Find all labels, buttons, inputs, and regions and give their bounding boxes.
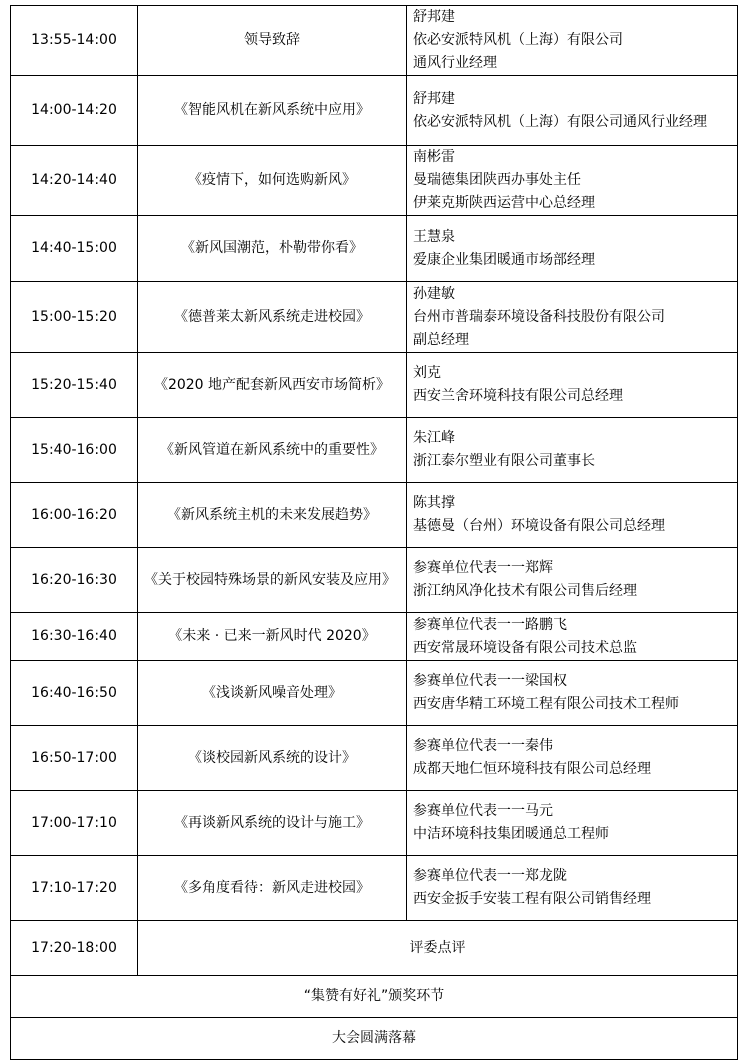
speaker-company: 爱康企业集团暖通市场部经理 [413, 251, 595, 268]
topic-cell: 《新风国潮范，朴勒带你看》 [138, 216, 407, 282]
topic-cell: 《未来 · 已来一新风时代 2020》 [138, 613, 407, 661]
speaker-title: 副总经理 [413, 331, 469, 348]
time-cell: 15:20-15:40 [11, 353, 138, 418]
speaker-cell [407, 483, 738, 548]
time-cell: 14:00-14:20 [11, 76, 138, 146]
table-row [11, 483, 738, 548]
table-row [11, 353, 738, 418]
speaker-name: 参赛单位代表一一梁国权 [413, 673, 567, 689]
time-cell: 14:40-15:00 [11, 216, 138, 282]
agenda-table [10, 5, 738, 1060]
speaker-cell [407, 76, 738, 146]
speaker-cell [407, 791, 738, 856]
time-cell: 15:40-16:00 [11, 418, 138, 483]
speaker-name: 舒邦建 [413, 9, 455, 25]
speaker-company: 基德曼（台州）环境设备有限公司总经理 [413, 518, 665, 534]
speaker-name: 参赛单位代表一一郑龙陇 [413, 868, 567, 884]
time-cell: 15:00-15:20 [11, 282, 138, 353]
topic-cell: 《智能风机在新风系统中应用》 [138, 76, 407, 146]
time-cell: 14:20-14:40 [11, 146, 138, 216]
speaker-company: 西安兰舍环境科技有限公司总经理 [413, 388, 623, 404]
speaker-company: 西安金扳手安装工程有限公司销售经理 [413, 891, 651, 907]
table-row [11, 282, 738, 353]
topic-cell: 《新风管道在新风系统中的重要性》 [138, 418, 407, 483]
table-row [11, 726, 738, 791]
speaker-company: 台州市普瑞泰环境设备科技股份有限公司 [413, 308, 665, 325]
speaker-company: 西安唐华精工环境工程有限公司技术工程师 [413, 696, 679, 712]
topic-cell: 《再谈新风系统的设计与施工》 [138, 791, 407, 856]
time-cell: 16:40-16:50 [11, 661, 138, 726]
speaker-cell [407, 548, 738, 613]
time-cell: 17:10-17:20 [11, 856, 138, 921]
closing-row [11, 1018, 738, 1060]
table-row [11, 146, 738, 216]
speaker-title: 通风行业经理 [413, 55, 497, 71]
topic-cell: 领导致辞 [138, 6, 407, 76]
speaker-company: 依必安派特风机（上海）有限公司通风行业经理 [413, 113, 707, 130]
table-row [11, 856, 738, 921]
speaker-cell [407, 146, 738, 216]
speaker-company: 中洁环境科技集团暖通总工程师 [413, 826, 609, 842]
award-label: “集赞有好礼”颁奖环节 [11, 976, 738, 1018]
topic-cell: 《新风系统主机的未来发展趋势》 [138, 483, 407, 548]
speaker-name: 孙建敏 [413, 285, 455, 302]
speaker-title: 伊莱克斯陕西运营中心总经理 [413, 195, 595, 211]
topic-cell: 《浅谈新风噪音处理》 [138, 661, 407, 726]
speaker-cell [407, 353, 738, 418]
review-row [11, 921, 738, 976]
speaker-name: 朱江峰 [413, 430, 455, 446]
time-cell: 16:50-17:00 [11, 726, 138, 791]
time-cell: 16:30-16:40 [11, 613, 138, 661]
speaker-name: 王慧泉 [413, 228, 455, 245]
speaker-company: 浙江泰尔塑业有限公司董事长 [413, 453, 595, 469]
topic-cell: 《多角度看待：新风走进校园》 [138, 856, 407, 921]
speaker-company: 曼瑞德集团陕西办事处主任 [413, 172, 581, 188]
speaker-company: 成都天地仁恒环境科技有限公司总经理 [413, 761, 651, 777]
table-row [11, 548, 738, 613]
table-row [11, 613, 738, 661]
speaker-company: 浙江纳风净化技术有限公司售后经理 [413, 583, 637, 599]
speaker-cell [407, 661, 738, 726]
speaker-cell [407, 6, 738, 76]
speaker-name: 南彬雷 [413, 149, 455, 165]
table-row [11, 791, 738, 856]
table-row [11, 661, 738, 726]
speaker-company: 依必安派特风机（上海）有限公司 [413, 32, 623, 48]
speaker-cell [407, 856, 738, 921]
time-cell: 13:55-14:00 [11, 6, 138, 76]
review-label: 评委点评 [138, 921, 738, 976]
speaker-name: 参赛单位代表一一郑辉 [413, 560, 553, 576]
speaker-name: 参赛单位代表一一秦伟 [413, 738, 553, 754]
time-cell: 17:00-17:10 [11, 791, 138, 856]
time-cell: 17:20-18:00 [11, 921, 138, 976]
speaker-name: 参赛单位代表一一马元 [413, 803, 553, 819]
speaker-cell [407, 726, 738, 791]
speaker-name: 舒邦建 [413, 90, 455, 107]
speaker-name: 陈其撑 [413, 495, 455, 511]
time-cell: 16:20-16:30 [11, 548, 138, 613]
speaker-cell [407, 613, 738, 661]
speaker-cell [407, 216, 738, 282]
speaker-name: 参赛单位代表一一路鹏飞 [413, 616, 567, 633]
table-row [11, 6, 738, 76]
table-row [11, 216, 738, 282]
topic-cell: 《疫情下，如何选购新风》 [138, 146, 407, 216]
topic-cell: 《谈校园新风系统的设计》 [138, 726, 407, 791]
table-row [11, 76, 738, 146]
speaker-cell [407, 418, 738, 483]
topic-cell: 《德普莱太新风系统走进校园》 [138, 282, 407, 353]
topic-cell: 《2020 地产配套新风西安市场简析》 [138, 353, 407, 418]
award-row [11, 976, 738, 1018]
speaker-company: 西安常晟环境设备有限公司技术总监 [413, 639, 637, 656]
speaker-name: 刘克 [413, 365, 441, 381]
table-row [11, 418, 738, 483]
speaker-cell [407, 282, 738, 353]
closing-label: 大会圆满落幕 [11, 1018, 738, 1060]
topic-cell: 《关于校园特殊场景的新风安装及应用》 [138, 548, 407, 613]
time-cell: 16:00-16:20 [11, 483, 138, 548]
